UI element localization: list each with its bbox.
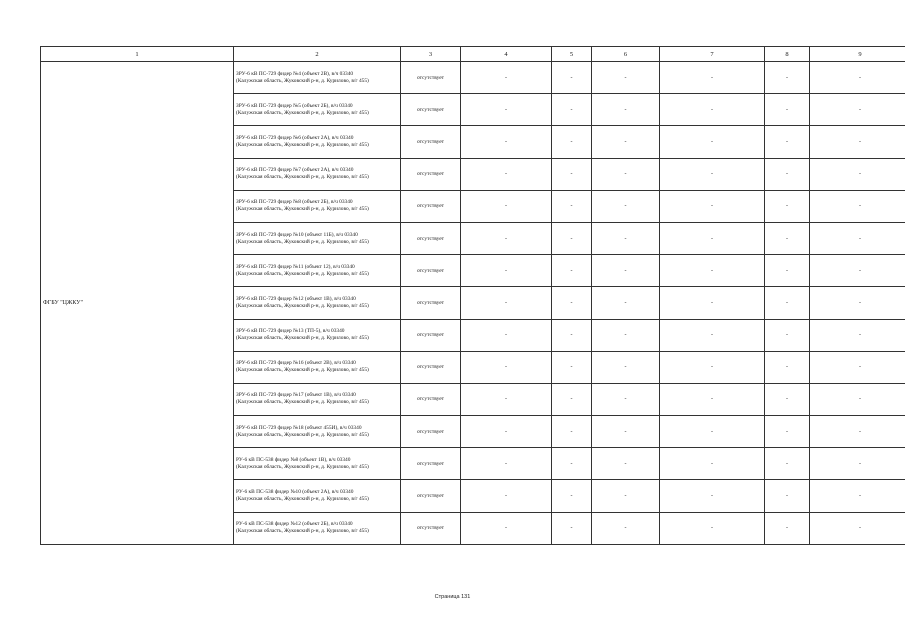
value-cell-6: - [592,319,660,351]
value-cell-9: - [810,287,905,319]
value-cell-5: - [552,448,592,480]
object-cell [234,383,401,415]
value-cell-6: - [592,158,660,190]
value-cell-9: - [810,126,905,158]
value-cell-4: - [461,158,552,190]
col-header-3: 3 [401,47,461,62]
value-cell-8: - [765,94,810,126]
status-cell: отсутствует [401,94,461,126]
object-cell [234,351,401,383]
value-cell-6: - [592,94,660,126]
status-cell: отсутствует [401,512,461,544]
object-cell [234,62,401,94]
value-cell-5: - [552,319,592,351]
value-cell-8: - [765,383,810,415]
value-cell-9: - [810,448,905,480]
value-cell-9: - [810,222,905,254]
table-body [41,62,905,545]
col-header-1: 1 [41,47,234,62]
document-sheet [40,46,905,546]
value-cell-7: - [660,512,765,544]
object-address-line: (Калужская область, Жуковский р-н, д. Курилово, в/г 455) [236,174,369,181]
value-cell-7: - [660,287,765,319]
object-name-line: РУ-6 кВ ПС-538 фидер №10 (объект 2А), в/ч 03340 [236,489,354,496]
value-cell-4: - [461,383,552,415]
status-cell: отсутствует [401,126,461,158]
object-cell [234,255,401,287]
object-name-line: ЗРУ-6 кВ ПС-729 фидер №11 (объект 12), в/ч 03340 [236,263,355,270]
status-cell: отсутствует [401,383,461,415]
value-cell-6: - [592,126,660,158]
col-header-2: 2 [234,47,401,62]
value-cell-5: - [552,126,592,158]
value-cell-5: - [552,222,592,254]
value-cell-9: - [810,480,905,512]
value-cell-6: - [592,62,660,94]
value-cell-7: - [660,94,765,126]
value-cell-7: - [660,319,765,351]
object-name-line: ЗРУ-6 кВ ПС-729 фидер №13 (ТП-5), в/ч 03340 [236,328,345,335]
value-cell-8: - [765,190,810,222]
value-cell-4: - [461,351,552,383]
object-address-line: (Калужская область, Жуковский р-н, д. Курилово, в/г 455) [236,77,369,84]
col-header-5: 5 [552,47,592,62]
value-cell-4: - [461,126,552,158]
value-cell-4: - [461,319,552,351]
object-cell [234,448,401,480]
object-address-line: (Калужская область, Жуковский р-н, д. Курилово, в/г 455) [236,463,369,470]
col-header-9: 9 [810,47,905,62]
object-cell [234,480,401,512]
object-address-line: (Калужская область, Жуковский р-н, д. Курилово, в/г 455) [236,496,369,503]
status-cell: отсутствует [401,62,461,94]
status-cell: отсутствует [401,287,461,319]
value-cell-6: - [592,512,660,544]
value-cell-6: - [592,287,660,319]
value-cell-7: - [660,480,765,512]
value-cell-7: - [660,190,765,222]
value-cell-6: - [592,480,660,512]
object-cell [234,126,401,158]
col-header-6: 6 [592,47,660,62]
value-cell-8: - [765,222,810,254]
value-cell-7: - [660,416,765,448]
object-name-line: ЗРУ-6 кВ ПС-729 фидер №7 (объект 2А), в/ч 03340 [236,167,354,174]
value-cell-8: - [765,287,810,319]
object-name-line: ЗРУ-6 кВ ПС-729 фидер №4 (объект 2В), в/ч 03340 [236,70,354,77]
value-cell-8: - [765,416,810,448]
object-name-line: ЗРУ-6 кВ ПС-729 фидер №6 (объект 2А), в/ч 03340 [236,134,354,141]
object-cell [234,287,401,319]
value-cell-5: - [552,351,592,383]
value-cell-5: - [552,416,592,448]
value-cell-4: - [461,222,552,254]
value-cell-4: - [461,416,552,448]
value-cell-8: - [765,480,810,512]
value-cell-4: - [461,62,552,94]
owner-cell: ФГБУ "ЦЖКУ" [41,62,234,545]
value-cell-9: - [810,319,905,351]
value-cell-5: - [552,94,592,126]
object-address-line: (Калужская область, Жуковский р-н, д. Курилово, в/г 455) [236,270,369,277]
object-address-line: (Калужская область, Жуковский р-н, д. Курилово, в/г 455) [236,431,369,438]
value-cell-8: - [765,448,810,480]
value-cell-5: - [552,62,592,94]
value-cell-7: - [660,383,765,415]
value-cell-5: - [552,190,592,222]
value-cell-6: - [592,222,660,254]
col-header-7: 7 [660,47,765,62]
value-cell-7: - [660,62,765,94]
object-cell [234,416,401,448]
value-cell-4: - [461,190,552,222]
value-cell-9: - [810,416,905,448]
value-cell-9: - [810,351,905,383]
value-cell-5: - [552,287,592,319]
value-cell-4: - [461,287,552,319]
value-cell-6: - [592,351,660,383]
object-name-line: РУ-6 кВ ПС-538 фидер №8 (объект 1В), в/ч 03340 [236,456,351,463]
status-cell: отсутствует [401,480,461,512]
object-name-line: ЗРУ-6 кВ ПС-729 фидер №17 (объект 1В), в/ч 03340 [236,392,356,399]
col-header-8: 8 [765,47,810,62]
value-cell-5: - [552,480,592,512]
value-cell-6: - [592,255,660,287]
status-cell: отсутствует [401,255,461,287]
value-cell-8: - [765,351,810,383]
object-address-line: (Калужская область, Жуковский р-н, д. Курилово, в/г 455) [236,109,369,116]
value-cell-7: - [660,255,765,287]
value-cell-7: - [660,222,765,254]
object-address-line: (Калужская область, Жуковский р-н, д. Курилово, в/г 455) [236,238,369,245]
value-cell-4: - [461,480,552,512]
value-cell-7: - [660,448,765,480]
object-name-line: ЗРУ-6 кВ ПС-729 фидер №8 (объект 2Б), в/ч 03340 [236,199,353,206]
object-cell [234,512,401,544]
value-cell-8: - [765,512,810,544]
value-cell-6: - [592,383,660,415]
data-table [40,46,905,545]
status-cell: отсутствует [401,190,461,222]
value-cell-5: - [552,512,592,544]
col-header-4: 4 [461,47,552,62]
value-cell-9: - [810,62,905,94]
value-cell-8: - [765,62,810,94]
value-cell-5: - [552,158,592,190]
object-address-line: (Калужская область, Жуковский р-н, д. Курилово, в/г 455) [236,302,369,309]
value-cell-9: - [810,190,905,222]
object-address-line: (Калужская область, Жуковский р-н, д. Курилово, в/г 455) [236,399,369,406]
value-cell-9: - [810,94,905,126]
object-name-line: ЗРУ-6 кВ ПС-729 фидер №12 (объект 1В), в/ч 03340 [236,295,356,302]
value-cell-8: - [765,319,810,351]
value-cell-6: - [592,416,660,448]
value-cell-4: - [461,448,552,480]
value-cell-4: - [461,94,552,126]
status-cell: отсутствует [401,319,461,351]
object-cell [234,190,401,222]
value-cell-6: - [592,190,660,222]
object-address-line: (Калужская область, Жуковский р-н, д. Курилово, в/г 455) [236,141,369,148]
value-cell-8: - [765,158,810,190]
value-cell-9: - [810,158,905,190]
object-cell [234,94,401,126]
value-cell-6: - [592,448,660,480]
status-cell: отсутствует [401,158,461,190]
object-name-line: ЗРУ-6 кВ ПС-729 фидер №18 (объект 455И), в/ч 03340 [236,424,362,431]
status-cell: отсутствует [401,222,461,254]
value-cell-8: - [765,126,810,158]
object-cell [234,158,401,190]
object-name-line: ЗРУ-6 кВ ПС-729 фидер №5 (объект 2Б), в/ч 03340 [236,102,353,109]
value-cell-9: - [810,512,905,544]
table-row [41,62,905,94]
value-cell-4: - [461,512,552,544]
header-row [41,47,905,62]
object-name-line: ЗРУ-6 кВ ПС-729 фидер №16 (объект 2В), в/ч 03340 [236,360,356,367]
value-cell-7: - [660,158,765,190]
value-cell-5: - [552,255,592,287]
value-cell-9: - [810,255,905,287]
object-address-line: (Калужская область, Жуковский р-н, д. Курилово, в/г 455) [236,528,369,535]
status-cell: отсутствует [401,416,461,448]
object-name-line: РУ-6 кВ ПС-538 фидер №12 (объект 2Б), в/ч 03340 [236,521,353,528]
object-address-line: (Калужская область, Жуковский р-н, д. Курилово, в/г 455) [236,335,369,342]
value-cell-4: - [461,255,552,287]
value-cell-5: - [552,383,592,415]
object-address-line: (Калужская область, Жуковский р-н, д. Курилово, в/г 455) [236,206,369,213]
object-cell [234,319,401,351]
status-cell: отсутствует [401,351,461,383]
object-name-line: ЗРУ-6 кВ ПС-729 фидер №10 (объект 11Б), в/ч 03340 [236,231,358,238]
page-number: Страница 131 [434,594,471,600]
value-cell-7: - [660,351,765,383]
object-cell [234,222,401,254]
object-address-line: (Калужская область, Жуковский р-н, д. Курилово, в/г 455) [236,367,369,374]
value-cell-8: - [765,255,810,287]
value-cell-7: - [660,126,765,158]
value-cell-9: - [810,383,905,415]
status-cell: отсутствует [401,448,461,480]
